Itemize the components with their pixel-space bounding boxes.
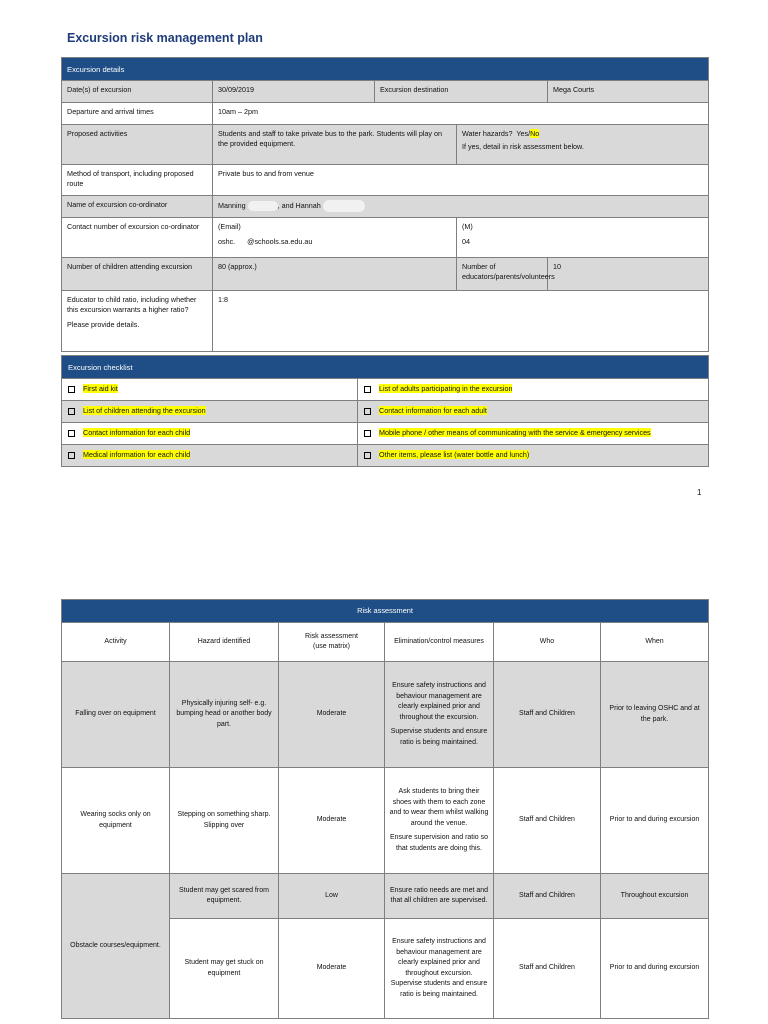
excursion-details-table	[61, 57, 709, 352]
checklist-item-label: Contact information for each adult	[379, 406, 487, 416]
details-section-header: Excursion details	[62, 58, 709, 81]
ratio-label-note: Please provide details.	[67, 319, 140, 329]
measures-cell	[385, 768, 494, 874]
measures-cell	[385, 874, 494, 919]
children-count-label: Number of children attending excursion	[62, 258, 213, 291]
table-row	[62, 662, 709, 768]
measure-text: Supervise students and ensure ratio is being maintained.	[390, 728, 488, 746]
checklist-item	[358, 445, 709, 467]
educators-count-value: 10	[548, 258, 709, 291]
when-cell: Prior to and during excursion	[601, 919, 709, 1019]
column-header-line: Risk assessment	[305, 632, 358, 640]
measures-cell	[385, 662, 494, 768]
when-cell: Prior to leaving OSHC and at the park.	[601, 662, 709, 768]
excursion-checklist-table	[61, 355, 709, 467]
hazard-cell: Stepping on something sharp. Slipping over	[170, 768, 279, 874]
hazard-cell: Physically injuring self- e.g. bumping head or another body part.	[170, 662, 279, 768]
who-cell: Staff and Children	[494, 768, 601, 874]
water-hazards-label: Water hazards?	[462, 129, 513, 138]
times-value: 10am – 2pm	[213, 103, 709, 125]
checklist-item-label: Mobile phone / other means of communicating with the service & emergency services	[379, 428, 651, 438]
water-hazards-no: No	[530, 129, 540, 138]
activity-cell: Falling over on equipment	[62, 662, 170, 768]
checklist-item	[358, 379, 709, 401]
rating-cell: Moderate	[279, 768, 385, 874]
checklist-item-label: Medical information for each child	[83, 450, 191, 460]
checklist-item	[358, 423, 709, 445]
column-header-line: (use matrix)	[313, 643, 350, 650]
checklist-item	[62, 401, 358, 423]
measure-text: Ensure safety instructions and behaviour management are clearly explained prior and throughout excursion. Supervise students and ensure ratio is being maintained.	[390, 938, 488, 998]
risk-assessment-table	[61, 599, 709, 1019]
measure-text: Ensure ratio needs are met and that all children are supervised.	[389, 886, 489, 904]
rating-cell: Moderate	[279, 919, 385, 1019]
checkbox-icon[interactable]	[68, 430, 75, 437]
water-hazards-cell	[457, 125, 709, 165]
ratio-label: Educator to child ratio, including whether this excursion warrants a higher ratio?	[67, 295, 197, 315]
page-number: 1	[697, 488, 702, 497]
checkbox-icon[interactable]	[364, 452, 371, 459]
who-cell: Staff and Children	[494, 874, 601, 919]
checklist-item	[62, 445, 358, 467]
destination-value: Mega Courts	[548, 81, 709, 103]
coordinator-label: Name of excursion co-ordinator	[62, 196, 213, 218]
checklist-item	[358, 401, 709, 423]
risk-section-header: Risk assessment	[62, 600, 709, 623]
page-title: Excursion risk management plan	[67, 31, 263, 45]
hazard-cell: Student may get stuck on equipment	[170, 919, 279, 1019]
dates-value: 30/09/2019	[213, 81, 375, 103]
checkbox-icon[interactable]	[364, 408, 371, 415]
checkbox-icon[interactable]	[68, 452, 75, 459]
checklist-item-label: List of children attending the excursion	[83, 406, 206, 416]
measure-text: Ensure safety instructions and behaviour management are clearly explained prior and throughout the excursion.	[392, 682, 486, 721]
checkbox-icon[interactable]	[68, 386, 75, 393]
checklist-item	[62, 379, 358, 401]
water-hazards-yes: Yes/	[516, 129, 531, 138]
measures-cell	[385, 919, 494, 1019]
rating-cell: Moderate	[279, 662, 385, 768]
column-header: Elimination/control measures	[385, 623, 494, 662]
who-cell: Staff and Children	[494, 662, 601, 768]
email-label: (Email)	[218, 222, 241, 231]
checkbox-icon[interactable]	[364, 386, 371, 393]
rating-cell: Low	[279, 874, 385, 919]
when-cell: Throughout excursion	[601, 874, 709, 919]
checklist-item-label: List of adults participating in the excursion	[379, 384, 513, 394]
column-header: When	[601, 623, 709, 662]
children-count-value: 80 (approx.)	[213, 258, 457, 291]
measure-text: Ask students to bring their shoes with them to each zone and to wear them whilst walking around the venue.	[389, 788, 489, 827]
redacted-name	[248, 201, 278, 211]
transport-label: Method of transport, including proposed route	[62, 165, 213, 196]
times-label: Departure and arrival times	[62, 103, 213, 125]
checklist-item-label: Contact information for each child	[83, 428, 191, 438]
coordinator-second-name: , and Hannah	[277, 200, 321, 210]
redacted-name	[323, 200, 365, 212]
water-hazards-note: If yes, detail in risk assessment below.	[462, 142, 584, 152]
measure-text: Ensure supervision and ratio so that students are doing this.	[389, 834, 489, 852]
when-cell: Prior to and during excursion	[601, 768, 709, 874]
mobile-value: 04	[462, 237, 470, 247]
activities-value: Students and staff to take private bus to the park. Students will play on the provided equipment.	[213, 125, 457, 165]
destination-label: Excursion destination	[375, 81, 548, 103]
activity-cell: Obstacle courses/equipment.	[62, 874, 170, 1019]
contact-mobile-cell	[457, 218, 709, 258]
column-header: Who	[494, 623, 601, 662]
column-header: Hazard identified	[170, 623, 279, 662]
email-domain: @schools.sa.edu.au	[247, 237, 313, 247]
checklist-item-label: Other items, please list (water bottle and lunch)	[379, 450, 530, 460]
checkbox-icon[interactable]	[364, 430, 371, 437]
checklist-item	[62, 423, 358, 445]
mobile-label: (M)	[462, 222, 473, 231]
checklist-section-header: Excursion checklist	[62, 356, 709, 379]
ratio-value: 1:8	[213, 291, 709, 352]
activities-label: Proposed activities	[62, 125, 213, 165]
column-header	[279, 623, 385, 662]
contact-label: Contact number of excursion co-ordinator	[62, 218, 213, 258]
dates-label: Date(s) of excursion	[62, 81, 213, 103]
ratio-label-cell	[62, 291, 213, 352]
activity-cell: Wearing socks only on equipment	[62, 768, 170, 874]
educators-count-label: Number of educators/parents/volunteers	[457, 258, 548, 291]
column-header: Activity	[62, 623, 170, 662]
transport-value: Private bus to and from venue	[213, 165, 709, 196]
coordinator-value	[213, 196, 709, 218]
table-row	[62, 768, 709, 874]
email-prefix: oshc.	[218, 237, 236, 247]
checklist-item-label: First aid kit	[83, 384, 118, 394]
coordinator-first-name: Manning	[218, 200, 246, 210]
table-row	[62, 874, 709, 919]
checkbox-icon[interactable]	[68, 408, 75, 415]
contact-email-cell	[213, 218, 457, 258]
who-cell: Staff and Children	[494, 919, 601, 1019]
hazard-cell: Student may get scared from equipment.	[170, 874, 279, 919]
